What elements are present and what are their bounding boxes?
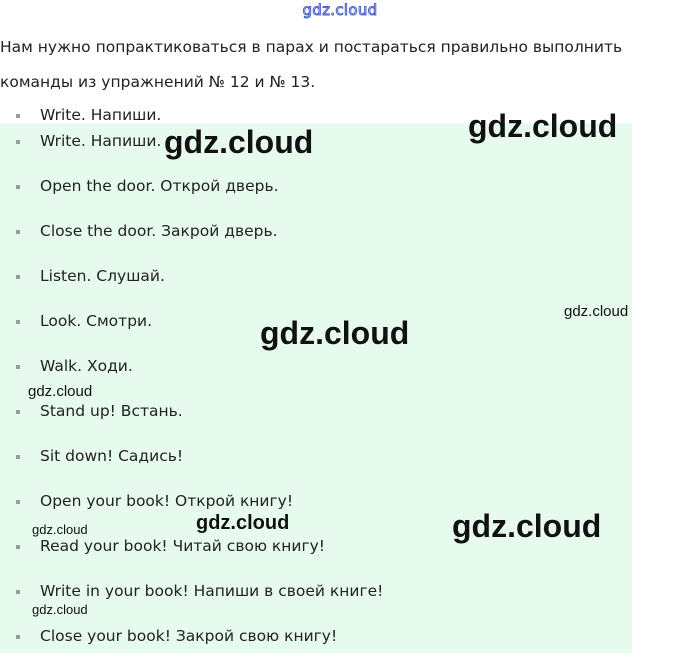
watermark: gdz.cloud [468,108,618,144]
command-text: Open your book! Открой книгу! [40,492,294,510]
command-text: Write. Напиши. [40,106,162,124]
bullet-icon [16,185,20,189]
command-text: Look. Смотри. [40,312,153,330]
list-item [40,132,161,150]
list-item [40,357,133,375]
list-item [40,106,161,124]
list-item [40,312,152,330]
watermark: gdz.cloud [564,303,629,320]
header-watermark: gdz.cloud [302,1,378,19]
list-item [40,402,183,420]
watermark: gdz.cloud [260,315,410,351]
list-item [40,222,278,240]
list-item [40,537,325,555]
bullet-icon [16,230,20,234]
intro-paragraph: Нам нужно попрактиковаться в парах и постараться правильно выполнить команды из упражнений № 12 и № 13. [0,38,623,91]
bullet-icon [16,410,20,414]
command-text: Walk. Ходи. [40,357,133,375]
command-text: Write. Напиши. [40,132,162,150]
watermark: gdz.cloud [32,522,88,537]
highlight-block [0,123,632,653]
bullet-icon [16,590,20,594]
command-text: Read your book! Читай свою книгу! [40,537,326,555]
command-text: Write in your book! Напиши в своей книге! [40,582,384,600]
watermark: gdz.cloud [196,512,290,534]
command-text: Stand up! Встань. [40,402,183,420]
command-text: Close your book! Закрой свою книгу! [40,627,338,645]
bullet-icon [16,320,20,324]
watermark: gdz.cloud [452,508,602,544]
command-text: Listen. Слушай. [40,267,165,285]
command-text: Close the door. Закрой дверь. [40,222,278,240]
bullet-icon [16,140,20,144]
bullet-icon [16,365,20,369]
bullet-icon [16,635,20,639]
list-item [40,492,293,510]
bullet-icon [16,114,20,118]
watermark: gdz.cloud [32,602,88,617]
list-item [40,177,279,195]
bullet-icon [16,545,20,549]
command-text: Open the door. Открой дверь. [40,177,279,195]
list-item [40,447,183,465]
bullet-icon [16,455,20,459]
watermark: gdz.cloud [164,124,314,160]
bullet-icon [16,275,20,279]
bullet-icon [16,500,20,504]
watermark: gdz.cloud [28,383,93,400]
list-item [40,582,383,600]
list-item [40,267,165,285]
list-item [40,627,337,645]
command-text: Sit down! Садись! [40,447,184,465]
